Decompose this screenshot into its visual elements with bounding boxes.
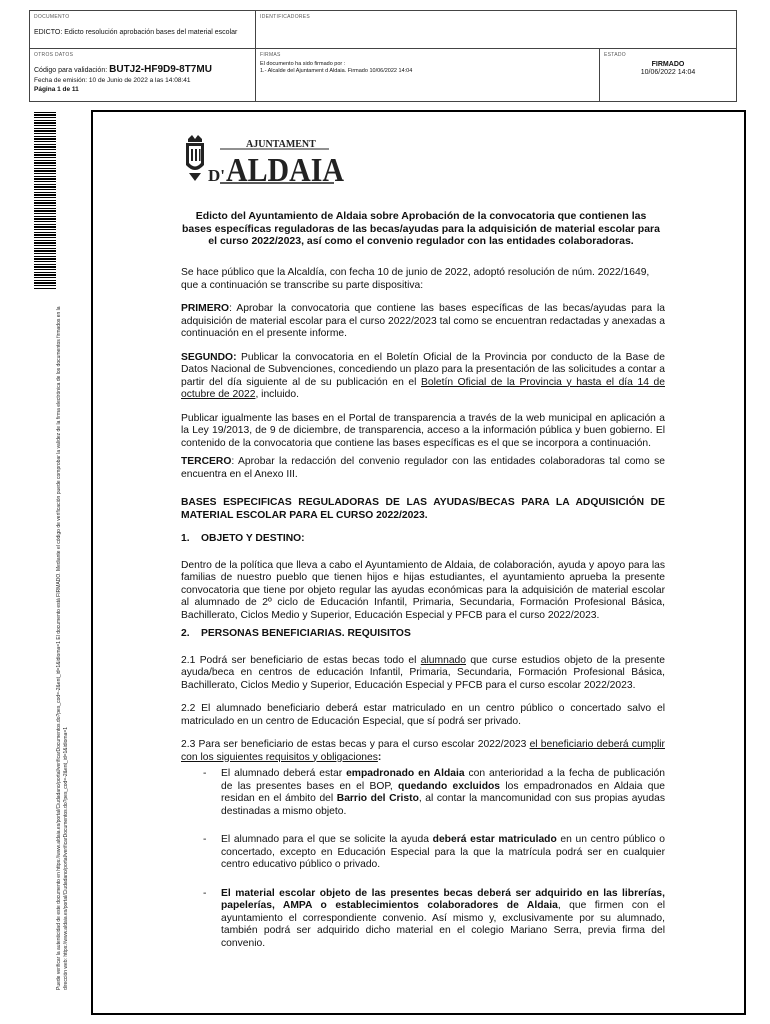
s21-pre: 2.1 Podrá ser beneficiario de estas becas todo el [181,654,421,666]
section2-heading: 2. PERSONAS BENEFICIARIAS. REQUISITOS [181,628,411,639]
edict-title: Edicto del Ayuntamiento de Aldaia sobre Aprobación de la convocatoria que contienen las bases específicas reguladoras de las becas/ayudas para la adquisición de material escolar para el curso 2022/2023, así como el convenio regulador con las entidades colaboradoras. [182,210,660,247]
tercero-text: : Aprobar la redacción del convenio regulador con las entidades colaboradoras tal como se encuentra en el Anexo III. [181,456,665,480]
s23-post: : [377,751,382,763]
logo-line1: AJUNTAMENT [246,139,316,150]
primero-label: PRIMERO [181,303,230,314]
section2-1-paragraph [181,655,665,693]
barcode [34,112,56,290]
otros-datos-label: OTROS DATOS [34,52,74,58]
b3-a: El material escolar objeto de las presentes becas deberá ser adquirido en las librerías, papelerías, AMPA o establecimientos colaboradores de Aldaia [221,887,665,911]
segundo-text: Publicar la convocatoria en el Boletín Oficial de la Provincia por conducto de la Base de Datos Nacional de Subvenciones, concediendo un plazo para la presentación de las solicitudes a contar a partir del día siguiente al de su publicación en el [181,351,665,388]
segundo-end: , incluido. [255,389,299,400]
document-body [181,267,665,966]
s21-underline: alumnado [420,654,467,666]
b1-c: con anterioridad a la fecha de publicación de las presentes bases en el BOP, [221,768,665,792]
requirement-item-1 [181,768,665,818]
identificadores-cell [256,11,736,49]
documento-cell [30,11,256,49]
crest-icon [186,135,204,181]
pagina-indicator: Página 1 de 11 [34,86,79,93]
section1-heading: 1. OBJETO Y DESTINO: [181,533,305,544]
b2-c: en un centro público o concertado, excepto en Educación Especial para la que la matrícula podrá ser en cualquier centro educativo público o privado. [221,834,665,870]
estado-value: FIRMADO [651,61,685,68]
requirement-text-1 [221,768,665,818]
b3-b: , que firmen con el ayuntamiento el correspondiente convenio. Así mismo y, exclusivamente por su alumnado, también podrá ser adquirido dicho material en el colegio Mariano Serra, previa firma del convenio. [221,900,665,949]
tercero-paragraph [181,456,665,481]
document-page [91,110,746,1015]
bullet-dash: - [203,887,207,899]
bullet-dash: - [203,768,207,779]
b1-e: los empadronados en Aldaia que residan en el ámbito del [221,780,665,804]
s23-underline: el beneficiario deberá cumplir con los siguientes requisitos y obligaciones [181,739,665,763]
firmas-cell [256,49,600,101]
firmas-label: FIRMAS [260,52,281,58]
requirement-text-2 [221,834,665,872]
document-header-table [29,10,737,102]
firmas-line2: 1.- Alcalde del Ajuntament d Aldaia. Firmado 10/06/2022 14:04 [260,68,413,74]
s21-post: que curse estudios objeto de la presente ayuda/beca en centros de educación Infantil, Primaria, Secundaria, Formación Profesional Básica, Bachillerato, Ciclos Medio y Superior, Educación Especial y PFCB para el curso escolar 2022/2023. [181,654,665,691]
b1-a: El alumnado deberá estar [221,768,347,779]
fecha-emision: Fecha de emisión: 10 de Junio de 2022 a las 14:08:41 [34,77,191,84]
documento-label: DOCUMENTO [34,14,70,20]
bullet-dash: - [203,834,207,845]
documento-value: EDICTO: Edicto resolución aprobación bases del material escolar [34,29,238,36]
requirement-item-3 [181,888,665,951]
section2-3-paragraph [181,739,665,764]
primero-paragraph [181,303,665,341]
primero-text: : Aprobar la convocatoria que contiene las bases específicas de las becas/ayudas para la adquisición de material escolar para el curso 2022/2023 tal como se encuentran redactadas y anexadas a continuación en el presente informe. [181,303,665,339]
intro-paragraph: Se hace público que la Alcaldía, con fecha 10 de junio de 2022, adoptó resolución de núm. 2022/1649, que a continuación se transcribe su parte dispositiva: [181,267,650,291]
estado-cell [600,49,736,101]
segundo-label: SEGUNDO: [181,351,237,363]
tercero-label: TERCERO [181,456,232,467]
requirement-text-3 [221,888,665,951]
b1-g: , al contar la mancomunidad con sus propias ayudas destinadas a mismo objeto. [221,793,665,817]
b2-a: El alumnado para el que se solicite la ayuda [221,834,433,845]
codigo-validacion [34,64,251,75]
estado-date: 10/06/2022 14:04 [640,69,696,76]
ajuntament-aldaia-logo [184,135,345,189]
logo-prefix: D' [208,166,225,185]
firmas-line1: El documento ha sido firmado por : [260,61,346,67]
logo-main: ALDAIA [226,152,345,189]
identificadores-label: IDENTIFICADORES [260,14,311,20]
requirement-item-2 [181,834,665,872]
section2-2-paragraph: 2.2 El alumnado beneficiario deberá estar matriculado en un centro público o concertado salvo el matriculado en un centro de Educación Especial, que sí podrá ser privado. [181,703,665,727]
bases-heading: BASES ESPECIFICAS REGULADORAS DE LAS AYUDAS/BECAS PARA LA ADQUISICIÓN DE MATERIAL ESCOLAR PARA EL CURSO 2022/2023. [181,497,665,521]
otros-datos-cell [30,49,256,101]
s23-pre: 2.3 Para ser beneficiario de estas becas y para el curso escolar 2022/2023 [181,739,530,750]
codigo-label: Código para validación: [34,67,108,74]
codigo-value[interactable]: BUTJ2-HF9D9-8T7MU [109,64,212,75]
section1-text: Dentro de la política que lleva a cabo el Ayuntamiento de Aldaia, de colaboración, ayuda y apoyo para las familias de nuestro pueblo que tienen hijos e hijas estudiantes, el ayuntamiento aprueba la presente convocatoria que tiene por objeto regular las ayudas económicas para la adquisición de material escolar al alumnado de 2º ciclo de Educación Infantil, Primaria, Secundaria, Formación Profesional Básica, Bachillerato, Ciclos Medio y Superior, Educación Especial y PFCB para el curso 2022/2023. [181,559,665,621]
b2-b: deberá estar matriculado [432,834,557,845]
verification-side-text: Puede verificar la autenticidad de este documento en https://www.aldaia.es/portal/Ciudadano/portal/verificarDocumentos.do?pes_cod=-2&ent_id=1&idioma=1 El documento está FIRMADO. Mediante el código de verificación puede comprobar la validez de la firma electrónica de los documentos firmados en la dirección web: https://www.aldaia.es/portal/Ciudadano/portal/verificarDocumentos.do?pes_cod=-2&ent_id=1&idioma=1 [56,306,69,990]
estado-label: ESTADO [604,52,626,58]
publicar-paragraph: Publicar igualmente las bases en el Portal de transparencia a través de la web municipal en aplicación a la Ley 19/2013, de 9 de diciembre, de transparencia, acceso a la información pública y buen gobierno. El contenido de la convocatoria que contiene las bases específicas es el que se incorpora a continuación. [181,412,665,449]
segundo-paragraph [181,352,665,402]
b1-b: empadronado en Aldaia [346,768,465,779]
b1-f: Barrio del Cristo [336,793,419,804]
segundo-underline: Boletín Oficial de la Provincia y hasta el día 14 de octubre de 2022 [181,376,665,400]
b1-d: quedando excluidos [398,780,501,792]
